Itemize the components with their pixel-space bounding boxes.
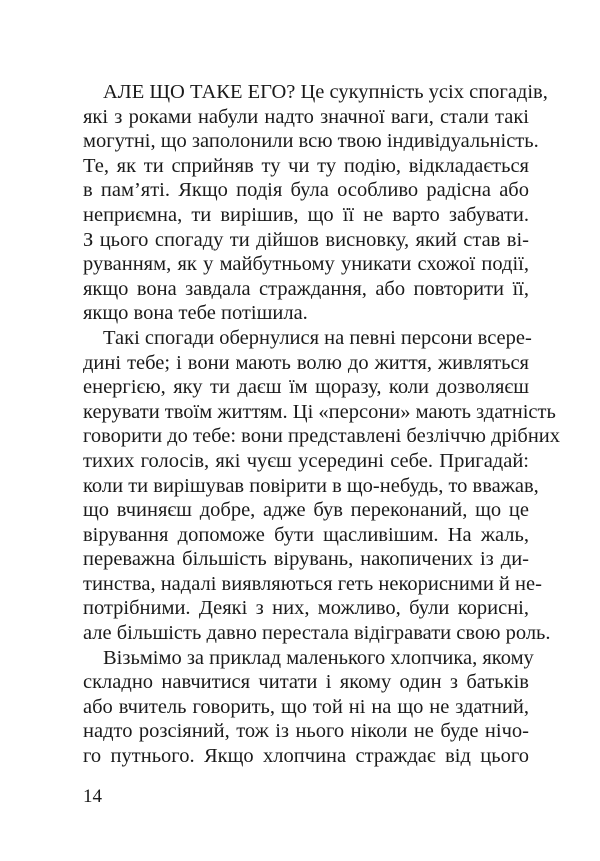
text-line: вірування допоможе бути щасливішим. На жаль,	[83, 523, 529, 546]
text-line: якщо вона тебе потішила.	[83, 302, 308, 325]
text-line: в пам’яті. Якщо подія була особливо радісна або	[83, 179, 529, 202]
text-line: якщо вона завдала страждання, або повторити її,	[83, 277, 529, 300]
text-line: енергією, яку ти даєш їм щоразу, коли дозволяєш	[83, 376, 529, 399]
body-text	[83, 80, 561, 769]
page-number: 14	[83, 786, 102, 807]
text-line: які з роками набули надто значної ваги, стали такі	[83, 105, 529, 128]
text-line: складно навчитися читати і якому один з батьків	[83, 671, 529, 694]
text-line: тихих голосів, які чуєш усередині себе. Пригадай:	[83, 449, 529, 472]
text-line: могутні, що заполонили всю твою індивідуальність.	[83, 130, 539, 153]
text-line: Те, як ти сприйняв ту чи ту подію, відкладається	[83, 154, 529, 177]
text-line: що вчиняєш добре, адже був переконаний, що це	[83, 499, 529, 522]
text-line: неприємна, ти вирішив, що її не варто забувати.	[83, 203, 529, 226]
text-line: тинства, надалі виявляються геть некорисними й не-	[83, 572, 542, 595]
text-line: потрібними. Деякі з них, можливо, були корисні,	[83, 597, 529, 620]
text-line: дині тебе; і вони мають волю до життя, живляться	[83, 351, 529, 374]
text-line: коли ти вирішував повірити в що-небудь, то вважав,	[83, 474, 539, 497]
paragraph	[83, 80, 548, 326]
text-line: або вчитель говорить, що той ні на що не здатний,	[83, 695, 529, 718]
text-line: З цього спогаду ти дійшов висновку, який став ві-	[83, 228, 529, 251]
paragraph	[83, 326, 561, 646]
text-line: надто розсіяний, тож із нього ніколи не буде нічо-	[83, 720, 529, 743]
paragraph	[83, 646, 534, 769]
text-line: руванням, як у майбутньому уникати схожої події,	[83, 253, 529, 276]
text-line: Такі спогади обернулися на певні персони всере-	[103, 326, 532, 349]
text-line: Візьмімо за приклад маленького хлопчика, якому	[103, 646, 534, 669]
text-line: переважна більшість вірувань, накопичених із ди-	[83, 548, 529, 571]
text-line: керувати твоїм життям. Ці «персони» мають здатність	[83, 400, 556, 423]
text-line: говорити до тебе: вони представлені безліччю дрібних	[83, 425, 561, 448]
text-line: АЛЕ ЩО ТАКЕ ЕГО? Це сукупність усіх спогадів,	[103, 81, 548, 103]
text-line: але більшість давно перестала відігравати свою роль.	[83, 622, 551, 645]
text-line: го путнього. Якщо хлопчина страждає від цього	[83, 745, 529, 768]
